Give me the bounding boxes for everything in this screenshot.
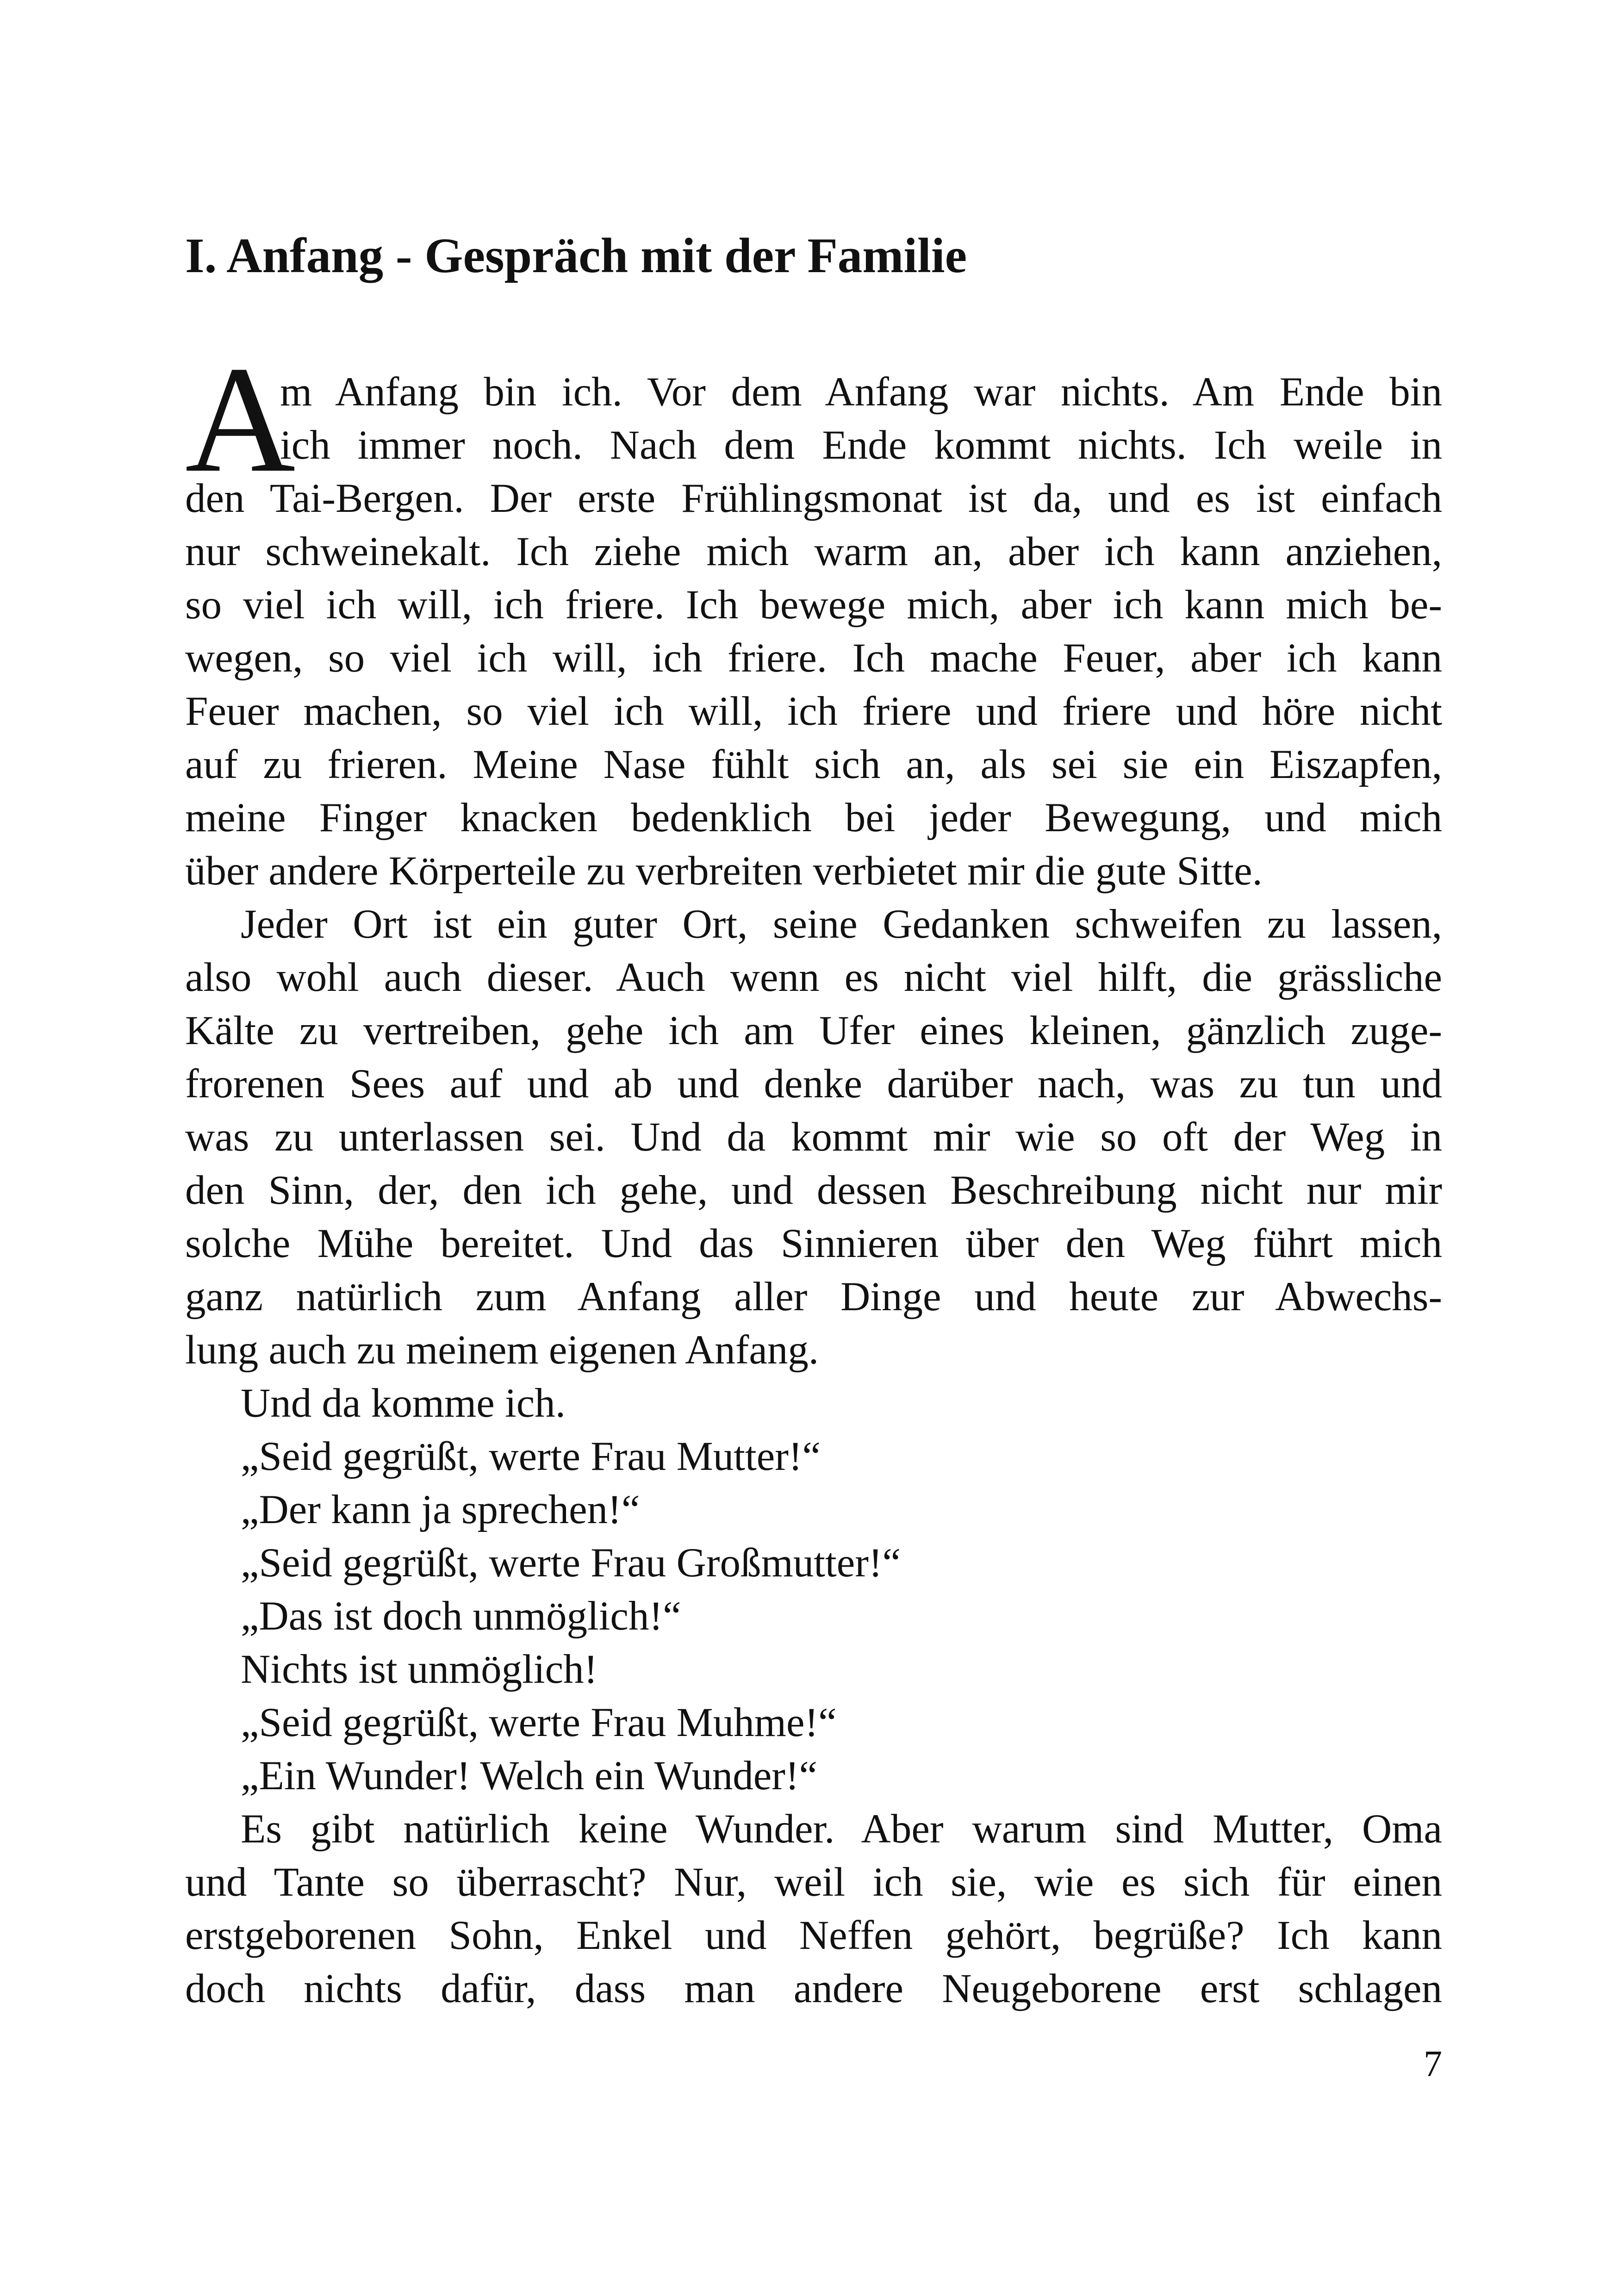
text-line: Jeder Ort ist ein guter Ort, seine Gedanken schweifen zu lassen, [241,902,1442,947]
text-line: Kälte zu vertreiben, gehe ich am Ufer eines kleinen, gänzlich zuge- [185,1008,1442,1053]
dialogue-line: „Seid gegrüßt, werte Frau Großmutter!“ [241,1540,901,1586]
dialogue-line: „Ein Wunder! Welch ein Wunder!“ [241,1753,818,1798]
text-line: solche Mühe bereitet. Und das Sinnieren über den Weg führt mich [185,1221,1442,1266]
body-text [185,366,1442,2016]
dialogue-line: „Seid gegrüßt, werte Frau Mutter!“ [241,1434,821,1479]
text-line: meine Finger knacken bedenklich bei jeder Bewegung, und mich [185,795,1442,840]
text-line: den Tai-Bergen. Der erste Frühlingsmonat ist da, und es ist einfach [185,476,1442,521]
chapter-title: I. Anfang - Gespräch mit der Familie [185,229,967,283]
page-number: 7 [1424,2044,1442,2084]
text-line: auf zu frieren. Meine Nase fühlt sich an, als sei sie ein Eiszapfen, [185,742,1442,787]
text-line: also wohl auch dieser. Auch wenn es nicht viel hilft, die grässliche [185,955,1442,1000]
text-line: m Anfang bin ich. Vor dem Anfang war nichts. Am Ende bin [280,369,1442,415]
text-line: erstgeborenen Sohn, Enkel und Neffen gehört, begrüße? Ich kann [185,1913,1442,1958]
text-line: Nichts ist unmöglich! [241,1647,598,1692]
text-line: Es gibt natürlich keine Wunder. Aber warum sind Mutter, Oma [241,1806,1442,1852]
text-line: doch nichts dafür, dass man andere Neugeborene erst schlagen [185,1966,1442,2011]
text-line: Feuer machen, so viel ich will, ich friere und friere und höre nicht [185,689,1442,734]
text-line: ganz natürlich zum Anfang aller Dinge und heute zur Abwechs- [185,1274,1442,1319]
text-line: was zu unterlassen sei. Und da kommt mir wie so oft der Weg in [185,1114,1442,1160]
dialogue-line: „Seid gegrüßt, werte Frau Muhme!“ [241,1700,837,1745]
text-line: über andere Körperteile zu verbreiten verbietet mir die gute Sitte. [185,848,1263,894]
dialogue-line: „Das ist doch unmöglich!“ [241,1593,681,1639]
text-line: so viel ich will, ich friere. Ich bewege mich, aber ich kann mich be- [185,582,1442,628]
text-line: ich immer noch. Nach dem Ende kommt nichts. Ich weile in [280,423,1442,468]
dialogue-line: „Der kann ja sprechen!“ [241,1487,640,1532]
text-line: lung auch zu meinem eigenen Anfang. [185,1327,819,1373]
drop-cap: A [185,335,296,504]
text-line: wegen, so viel ich will, ich friere. Ich mache Feuer, aber ich kann [185,635,1442,681]
text-line: nur schweinekalt. Ich ziehe mich warm an, aber ich kann anziehen, [185,529,1442,574]
text-line: und Tante so überrascht? Nur, weil ich sie, wie es sich für einen [185,1860,1442,1905]
text-line: den Sinn, der, den ich gehe, und dessen Beschreibung nicht nur mir [185,1168,1442,1213]
text-line: Und da komme ich. [241,1381,566,1426]
text-line: frorenen Sees auf und ab und denke darüber nach, was zu tun und [185,1061,1442,1107]
